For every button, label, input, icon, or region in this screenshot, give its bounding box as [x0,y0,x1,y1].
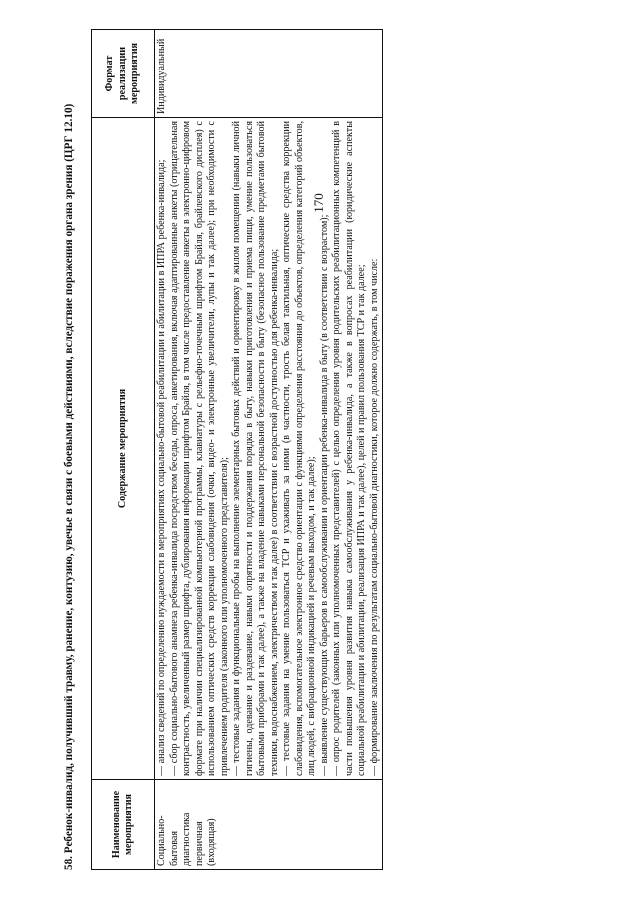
page-number: 170 [311,193,326,213]
content-item: — выявление существующих барьеров в самообслуживании и ориентации ребенка-инвалида в быту (в соответствии с возрастом); [318,214,330,776]
content-item: — формирование заключения по результатам социально-бытовой диагностики, которое должно содержать, в том числе: [368,258,380,776]
header-content: Содержание мероприятия [92,118,155,780]
cell-measure-format: Индивидуальный [155,30,383,118]
content-item: — сбор социально-бытового анамнеза ребенка-инвалида посредством беседы, опроса, анкетирования, включая адаптированные анкеты (отрицательная контрастность, увеличенный размер шрифта, дублирования информации шрифтом Брайля, в том числе предоставление анкеты в электронно-цифровом формате при наличии специализированной компьютерной программы, клавиатуры с рельефно-точечным шрифтом Брайля, брайлевского дисплея) с использованием оптических средств коррекции слабовидения (очки, видео- и электронные увеличители, лупы и так далее); при необходимости с привлечением родителя (законного или уполномоченного представителя); [168,121,230,776]
table-row [155,30,383,870]
table-header-row [92,30,155,870]
content-item: — опрос родителей (законных или уполномоченных представителей) с целью определения уровня родительских реабилитационных компетенций в части повышения уровня развития навыка самообслуживания у ребенка-инвалида, а также в вопросах реабилитации (юридические аспекты социальной реабилитации и абилитации, реализация ИПРА и так далее), целей и правил пользования ТСР и так далее; [331,121,367,776]
content-item: — тестовые задания и функциональные пробы на выполнение элементарных бытовых действий и ориентировку в жилом помещении (навыки личной гигиены, одевание и раздевание, навыки опрятности и поддержания порядка в быту, навыки приготовления и приема пищи, умение пользоваться бытовыми приборами и так далее), а также на владение навыками персональной безопасности в быту (безопасное пользование предметами бытовой техники, водоснабжением, электричеством и так далее) в соответствии с возрастной доступностью для ребенка-инвалида; [231,121,280,776]
header-name: Наименование мероприятия [92,780,155,870]
measures-table [91,29,383,870]
cell-measure-name: Социально-бытовая диагностика первичная (входящая) [155,780,383,870]
content-item: — тестовые задания на умение пользоваться ТСР и ухаживать за ними (в частности, трость белая тактильная, оптические средства коррекции слабовидения, вспомогательное электронное средство ориентации с функциями определения расстояния до объектов, определения категорий объектов, лиц людей, с вибрационной индикацией и речевым выходом, и так далее); [281,121,317,776]
cell-measure-content [155,118,383,780]
content-item: — анализ сведений по определению нуждаемости в мероприятиях социально-бытовой реабилитации и абилитации в ИПРА ребенка-инвалида; [156,159,167,776]
rotated-document [63,30,593,870]
header-format: Формат реализации мероприятия [92,30,155,118]
section-title: 58. Ребенок-инвалид, получивший травму, ранение, контузию, увечье в связи с боевыми действиями, вследствие поражения органа зрения (ЦРГ 12.10) [63,103,75,870]
